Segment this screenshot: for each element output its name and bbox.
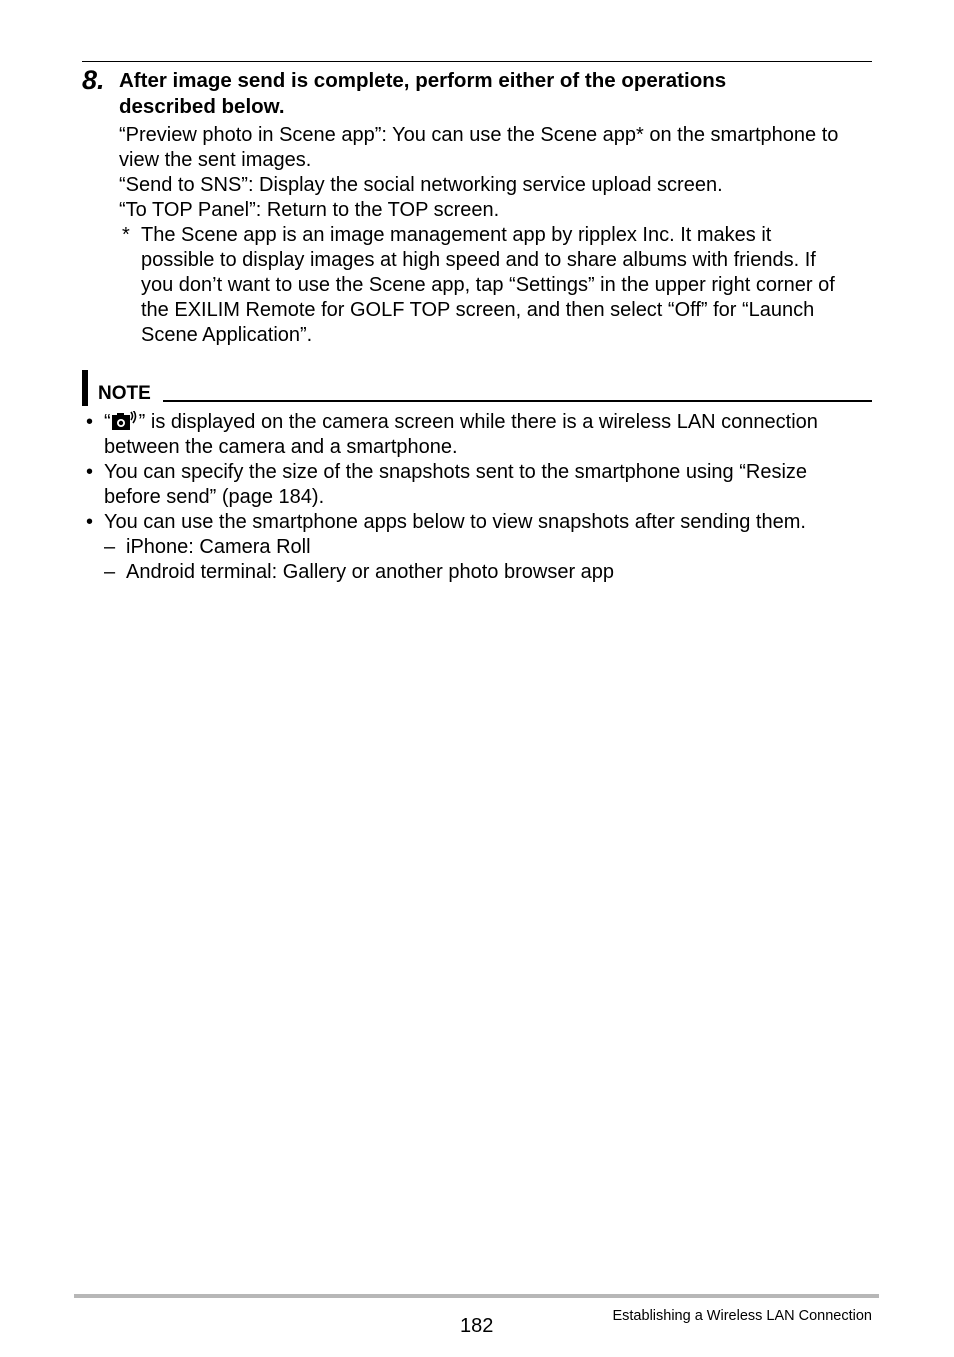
body-line: view the sent images. (119, 149, 312, 171)
note-item-text: ” is displayed on the camera screen while there is a wireless LAN connection (138, 411, 818, 433)
footnote-line: Scene Application”. (141, 324, 313, 346)
open-quote: “ (104, 411, 111, 433)
footnote-line: possible to display images at high speed and to share albums with friends. If (141, 249, 816, 271)
note-item-line (104, 410, 872, 435)
note-item-line: before send” (page 184). (104, 486, 325, 508)
dash-marker: – (104, 561, 116, 583)
note-subitem-text: Android terminal: Gallery or another photo browser app (126, 561, 615, 583)
step-title-line: described below. (119, 95, 285, 118)
dash-marker: – (104, 536, 116, 558)
note-item (82, 510, 872, 535)
footnote-line: you don’t want to use the Scene app, tap “Settings” in the upper right corner of (141, 274, 835, 296)
note-item (82, 460, 872, 510)
step-number: 8. (82, 65, 105, 95)
note-label: NOTE (98, 383, 151, 404)
note-rule (163, 400, 872, 402)
footnote-line: The Scene app is an image management app by ripplex Inc. It makes it (141, 224, 772, 246)
section-title: Establishing a Wireless LAN Connection (612, 1308, 872, 1324)
bullet: • (86, 411, 94, 433)
step-title (119, 68, 879, 120)
step-body (119, 123, 879, 223)
body-line: “Send to SNS”: Display the social networking service upload screen. (119, 174, 723, 196)
body-line: “To TOP Panel”: Return to the TOP screen. (119, 199, 500, 221)
footnote-line: the EXILIM Remote for GOLF TOP screen, and then select “Off” for “Launch (141, 299, 815, 321)
note-subitem (82, 560, 872, 585)
note-item (82, 410, 872, 460)
note-item-line: You can specify the size of the snapshots sent to the smartphone using “Resize (104, 461, 808, 483)
note-item-line: You can use the smartphone apps below to view snapshots after sending them. (104, 511, 806, 533)
bullet: • (86, 461, 94, 483)
footnote-marker: * (122, 224, 130, 246)
note-list (82, 410, 872, 585)
footer-rule (74, 1294, 879, 1298)
note-marker-bar (82, 370, 88, 406)
note-subitem-text: iPhone: Camera Roll (126, 536, 311, 558)
camera-wireless-icon (111, 411, 139, 431)
bullet: • (86, 511, 94, 533)
note-item-line: between the camera and a smartphone. (104, 436, 458, 458)
top-rule (82, 61, 872, 62)
footnote (122, 223, 882, 348)
note-subitem (82, 535, 872, 560)
page-number: 182 (460, 1315, 494, 1337)
step-title-line: After image send is complete, perform either of the operations (119, 69, 727, 92)
body-line: “Preview photo in Scene app”: You can use the Scene app* on the smartphone to (119, 124, 839, 146)
